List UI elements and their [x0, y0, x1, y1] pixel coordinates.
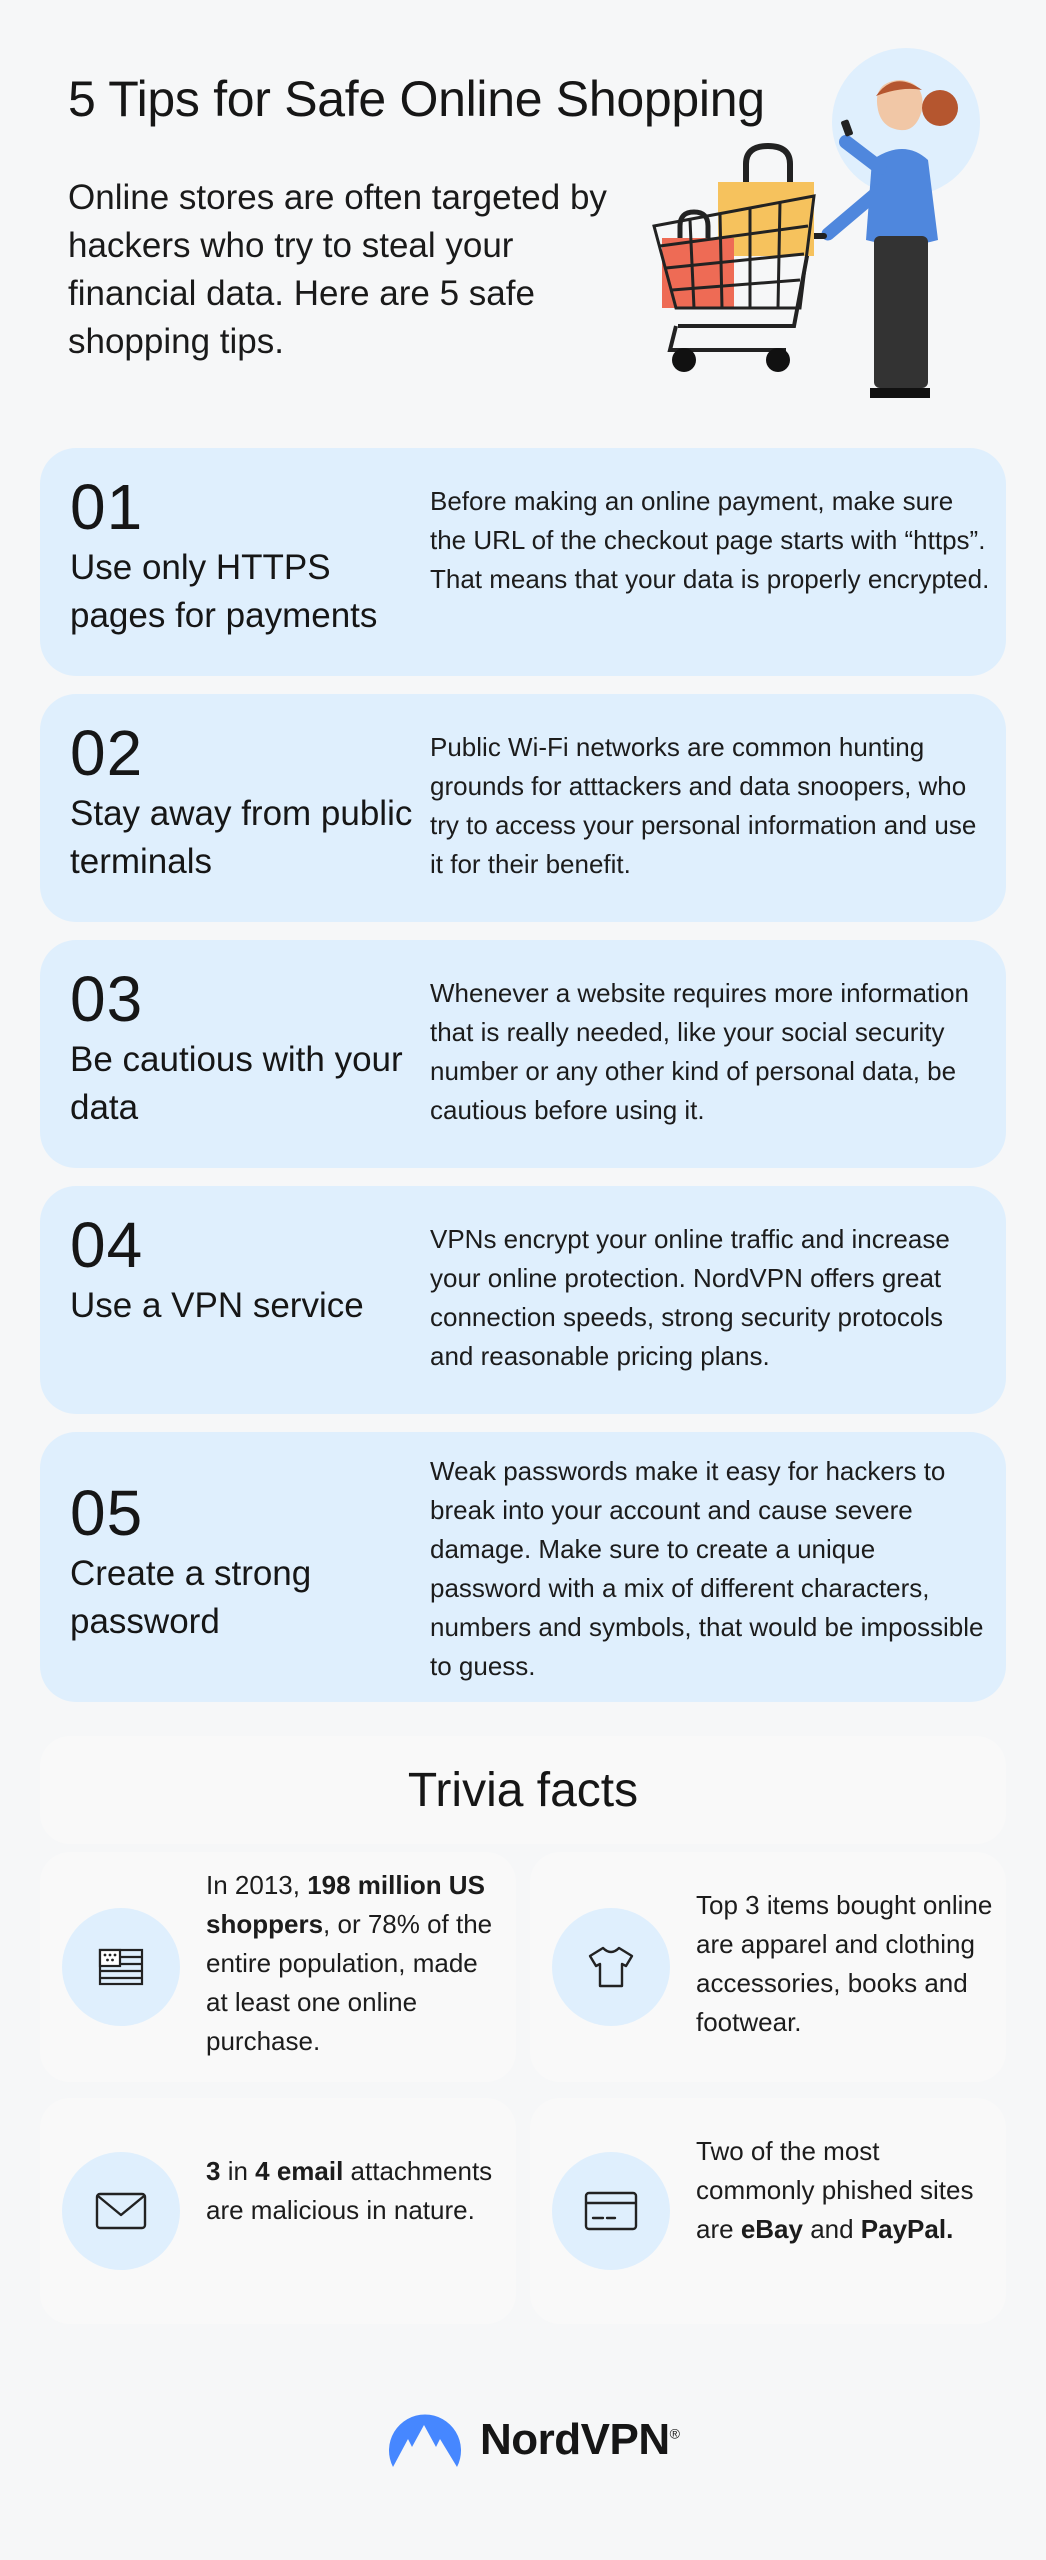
fact-text: Top 3 items bought online are apparel and clothing accessories, books and footwear.	[696, 1890, 993, 2037]
tip-body: Public Wi-Fi networks are common hunting grounds for atttackers and data snoopers, who try to access your personal information and use it for their benefit.	[430, 732, 977, 879]
trivia-title: Trivia facts	[407, 1763, 639, 1817]
fact-text: 3 in 4 email attachments are malicious in nature.	[206, 2156, 493, 2225]
shopping-illustration	[640, 40, 1000, 420]
page-title: 5 Tips for Safe Online Shopping	[68, 71, 765, 127]
tip-card	[40, 1432, 1006, 1702]
us-flag-icon	[62, 1908, 180, 2026]
tip-card	[40, 940, 1006, 1168]
tip-body: Weak passwords make it easy for hackers to break into your account and cause severe damage. Make sure to create a unique password with a mix of different characters, numbers and symbols, that would be impossible to guess.	[430, 1456, 984, 1681]
intro-text: Online stores are often targeted by hackers who try to steal your financial data. Here are 5 safe shopping tips.	[68, 178, 607, 361]
tip-card	[40, 448, 1006, 676]
tip-number: 02	[70, 717, 144, 789]
tip-title: Use only HTTPS pages for payments	[70, 548, 378, 635]
tip-body: VPNs encrypt your online traffic and increase your online protection. NordVPN offers great connection speeds, strong security protocols and reasonable pricing plans.	[430, 1224, 950, 1371]
tip-number: 03	[70, 963, 144, 1035]
fact-text: Two of the most commonly phished sites are eBay and PayPal.	[696, 2136, 974, 2244]
envelope-icon	[62, 2152, 180, 2270]
tip-title: Be cautious with your data	[70, 1040, 403, 1127]
nordvpn-logo-icon	[384, 2407, 466, 2473]
tip-title: Stay away from public terminals	[70, 794, 413, 881]
fact-card	[530, 2098, 1006, 2324]
t-shirt-icon	[552, 1908, 670, 2026]
tip-body: Whenever a website requires more information that is really needed, like your social security number or any other kind of personal data, be cautious before using it.	[430, 978, 970, 1125]
tip-card	[40, 694, 1006, 922]
tip-number: 01	[70, 471, 144, 543]
tip-number: 04	[70, 1209, 144, 1281]
tip-number: 05	[70, 1477, 144, 1549]
trivia-header	[40, 1736, 1006, 1844]
fact-card	[40, 2098, 516, 2324]
credit-card-icon	[552, 2152, 670, 2270]
fact-card	[40, 1852, 516, 2082]
tip-body: Before making an online payment, make sure the URL of the checkout page starts with “https”. That means that your data is properly encrypted.	[430, 486, 990, 594]
tip-title: Use a VPN service	[70, 1286, 364, 1325]
brand-logo	[384, 2404, 679, 2476]
tip-title: Create a strong password	[70, 1554, 312, 1641]
tip-card	[40, 1186, 1006, 1414]
fact-card	[530, 1852, 1006, 2082]
fact-text: In 2013, 198 million US shoppers, or 78% of the entire population, made at least one online purchase.	[206, 1870, 493, 2056]
brand-name: NordVPN®	[480, 2415, 680, 2464]
